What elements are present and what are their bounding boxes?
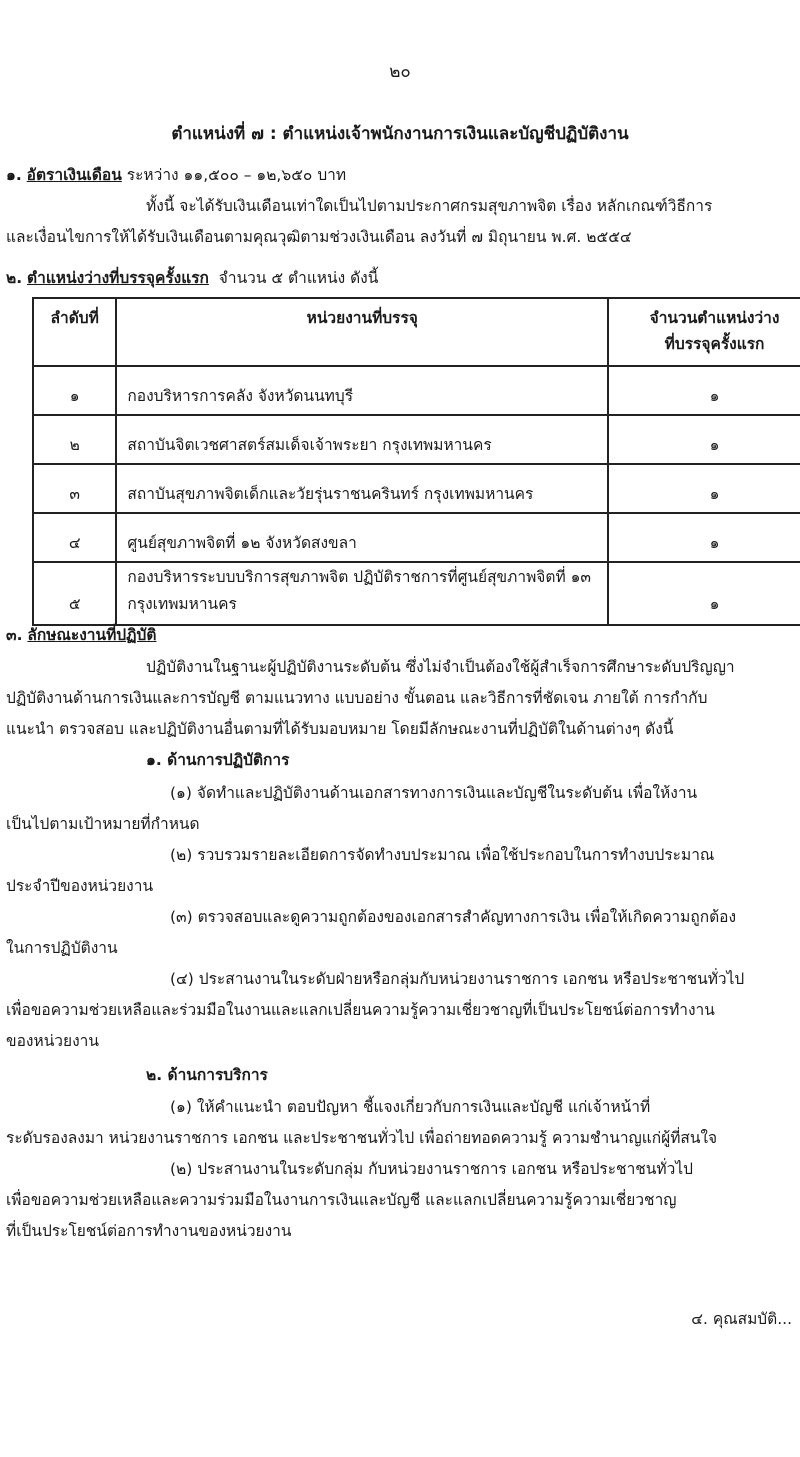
- sub1-item3-line2: ในการปฏิบัติงาน: [6, 939, 118, 957]
- sub2-item2-line1: (๒) ประสานงานในระดับกลุ่ม กับหน่วยงานราชการ เอกชน หรือประชาชนทั่วไป: [170, 1160, 693, 1178]
- row-unit-line2: กรุงเทพมหานคร: [127, 595, 237, 613]
- section2-number: ๒.: [6, 269, 23, 287]
- row-count: ๑: [608, 366, 800, 415]
- row-unit: [116, 562, 608, 625]
- sub1-item3-line1: (๓) ตรวจสอบและดูความถูกต้องของเอกสารสำคัญทางการเงิน เพื่อให้เกิดความถูกต้อง: [170, 908, 737, 926]
- row-count: ๑: [608, 415, 800, 464]
- row-unit-line1: กองบริหารระบบบริการสุขภาพจิต ปฏิบัติราชการที่ศูนย์สุขภาพจิตที่ ๑๓: [127, 568, 592, 586]
- section1-heading: อัตราเงินเดือน: [26, 166, 122, 184]
- header-unit: หน่วยงานที่บรรจุ: [116, 298, 608, 366]
- sub2-item1-line1: (๑) ให้คำแนะนำ ตอบปัญหา ชี้แจงเกี่ยวกับการเงินและบัญชี แก่เจ้าหน้าที่: [170, 1098, 651, 1116]
- sub2-item2-line3: ที่เป็นประโยชน์ต่อการทำงานของหน่วยงาน: [6, 1222, 292, 1240]
- continuation-note: ๔. คุณสมบัติ...: [691, 1310, 792, 1328]
- section3-intro-line1: ปฏิบัติงานในฐานะผู้ปฏิบัติงานระดับต้น ซึ่งไม่จำเป็นต้องใช้ผู้สำเร็จการศึกษาระดับปริญญา: [146, 658, 735, 676]
- section1-salary-range: ระหว่าง ๑๑,๕๐๐ – ๑๒,๖๕๐ บาท: [126, 166, 347, 184]
- section1-salary: [6, 162, 346, 187]
- section3-heading-line: [6, 622, 156, 647]
- vacancy-table: [32, 297, 800, 626]
- row-no: ๕: [33, 562, 116, 625]
- table-row: [33, 513, 800, 562]
- row-count: ๑: [608, 513, 800, 562]
- section2-vacancies: [6, 265, 378, 290]
- section1-para-line2: และเงื่อนไขการให้ได้รับเงินเดือนตามคุณวุฒิตามช่วงเงินเดือน ลงวันที่ ๗ มิถุนายน พ.ศ. ๒๕๕๔: [6, 228, 632, 246]
- row-unit: สถาบันจิตเวชศาสตร์สมเด็จเจ้าพระยา กรุงเทพมหานคร: [116, 415, 608, 464]
- row-unit: กองบริหารการคลัง จังหวัดนนทบุรี: [116, 366, 608, 415]
- row-no: ๒: [33, 415, 116, 464]
- table-row: [33, 366, 800, 415]
- section3-intro-line2: ปฏิบัติงานด้านการเงินและการบัญชี ตามแนวทาง แบบอย่าง ขั้นตอน และวิธีการที่ชัดเจน ภายใต้ การกำกับ: [6, 689, 708, 707]
- sub2-item2-line2: เพื่อขอความช่วยเหลือและความร่วมมือในงานการเงินและบัญชี และแลกเปลี่ยนความรู้ความเชี่ยวชาญ: [6, 1191, 677, 1209]
- sub1-item2-line2: ประจำปีของหน่วยงาน: [6, 877, 154, 895]
- header-count-line2: ที่บรรจุครั้งแรก: [664, 335, 765, 353]
- row-unit: ศูนย์สุขภาพจิตที่ ๑๒ จังหวัดสงขลา: [116, 513, 608, 562]
- section1-para-line1: ทั้งนี้ จะได้รับเงินเดือนเท่าใดเป็นไปตามประกาศกรมสุขภาพจิต เรื่อง หลักเกณฑ์วิธีการ: [146, 197, 713, 215]
- sub2-heading: ๒. ด้านการบริการ: [146, 1066, 268, 1084]
- sub1-item4-line3: ของหน่วยงาน: [6, 1032, 99, 1050]
- sub1-item1-line1: (๑) จัดทำและปฏิบัติงานด้านเอกสารทางการเงินและบัญชีในระดับต้น เพื่อให้งาน: [170, 784, 698, 802]
- section3-number: ๓.: [6, 626, 23, 644]
- row-no: ๑: [33, 366, 116, 415]
- page-title: ตำแหน่งที่ ๗ : ตำแหน่งเจ้าพนักงานการเงินและบัญชีปฏิบัติงาน: [171, 124, 629, 144]
- section3-intro-line3: แนะนำ ตรวจสอบ และปฏิบัติงานอื่นตามที่ได้รับมอบหมาย โดยมีลักษณะงานที่ปฏิบัติในด้านต่างๆ ดังนี้: [6, 720, 674, 738]
- row-no: ๓: [33, 464, 116, 513]
- section3-heading: ลักษณะงานที่ปฏิบัติ: [27, 626, 157, 644]
- section2-count-text: จำนวน ๕ ตำแหน่ง ดังนี้: [218, 269, 379, 287]
- table-row: [33, 415, 800, 464]
- section1-number: ๑.: [6, 166, 22, 184]
- page-number: ๒๐: [389, 62, 411, 82]
- row-unit: สถาบันสุขภาพจิตเด็กและวัยรุ่นราชนครินทร์ กรุงเทพมหานคร: [116, 464, 608, 513]
- sub1-item2-line1: (๒) รวบรวมรายละเอียดการจัดทำงบประมาณ เพื่อใช้ประกอบในการทำงบประมาณ: [170, 846, 715, 864]
- table-header-row: [33, 298, 800, 366]
- row-count: ๑: [608, 562, 800, 625]
- sub1-item4-line2: เพื่อขอความช่วยเหลือและร่วมมือในงานและแลกเปลี่ยนความรู้ความเชี่ยวชาญที่เป็นประโยชน์ต่อการทำงาน: [6, 1001, 715, 1019]
- row-no: ๔: [33, 513, 116, 562]
- table-row: [33, 562, 800, 625]
- sub1-heading: ๑. ด้านการปฏิบัติการ: [146, 751, 290, 769]
- section2-heading: ตำแหน่งว่างที่บรรจุครั้งแรก: [27, 269, 209, 287]
- sub1-item4-line1: (๔) ประสานงานในระดับฝ่ายหรือกลุ่มกับหน่วยงานราชการ เอกชน หรือประชาชนทั่วไป: [170, 970, 745, 988]
- sub2-item1-line2: ระดับรองลงมา หน่วยงานราชการ เอกชน และประชาชนทั่วไป เพื่อถ่ายทอดความรู้ ความชำนาญแก่ผู้ที่สนใจ: [6, 1129, 718, 1147]
- header-count-line1: จำนวนตำแหน่งว่าง: [649, 309, 780, 327]
- header-count: [608, 298, 800, 366]
- table-row: [33, 464, 800, 513]
- row-count: ๑: [608, 464, 800, 513]
- sub1-item1-line2: เป็นไปตามเป้าหมายที่กำหนด: [6, 815, 200, 833]
- header-no: ลำดับที่: [33, 298, 116, 366]
